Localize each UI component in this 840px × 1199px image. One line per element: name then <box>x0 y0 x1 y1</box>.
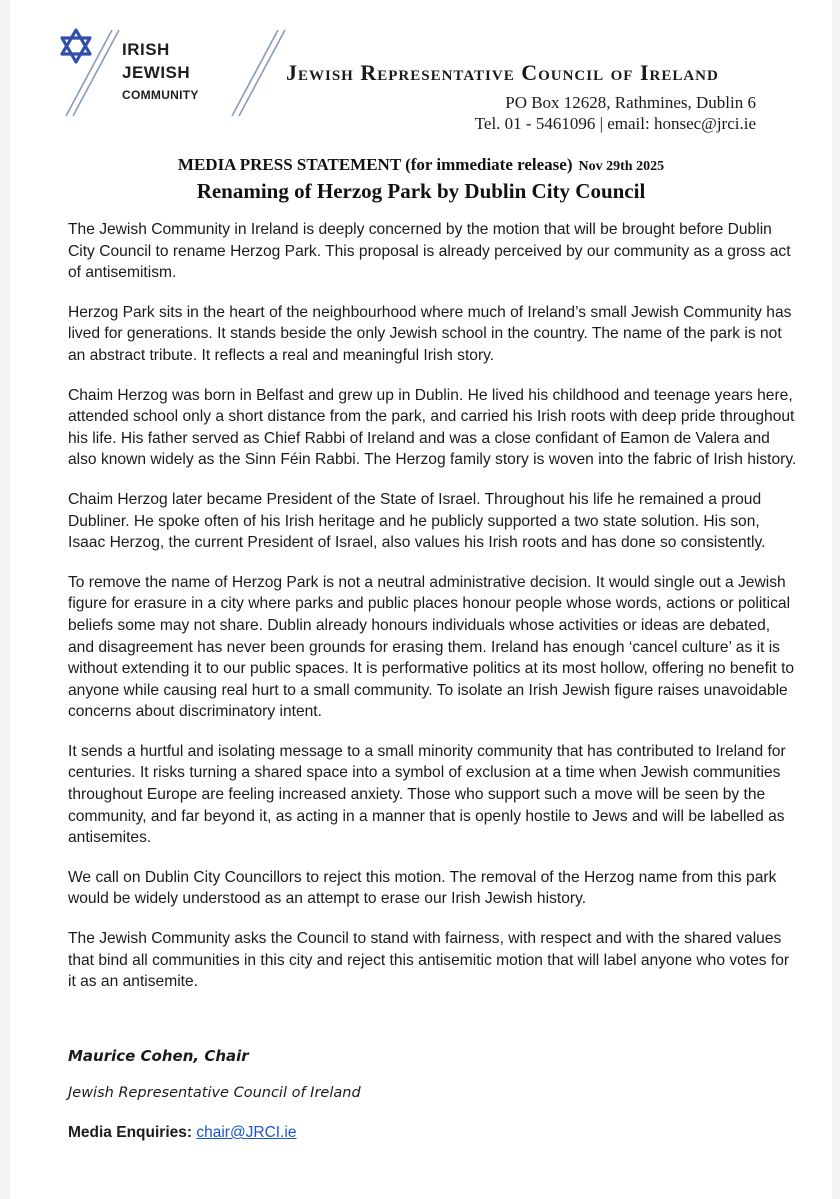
press-statement-page <box>10 0 832 1199</box>
paragraph-7: We call on Dublin City Councillors to reject this motion. The removal of the Herzog name from this park would be widely understood as an attempt to erase our Irish Jewish history. <box>68 868 777 908</box>
media-email-link[interactable]: chair@JRCI.ie <box>196 1124 297 1141</box>
paragraph-6: It sends a hurtful and isolating message to a small minority community that has contributed to Ireland for centuries. It risks turning a shared space into a symbol of exclusion at a time when Jewish communities throughout Europe are feeling increased anxiety. Those who support such a move will be seen by the community, and far beyond it, as acting in a manner that is openly hostile to Jews and will be labelled as antisemites. <box>68 742 786 847</box>
paragraph-1: The Jewish Community in Ireland is deeply concerned by the motion that will be brought before Dublin City Council to rename Herzog Park. This proposal is already perceived by our community as a gross act of antisemitism. <box>68 221 791 282</box>
paragraph-5: To remove the name of Herzog Park is not a neutral administrative decision. It would single out a Jewish figure for erasure in a city where parks and public places honour people whose words, actions or political beliefs some may not share. Dublin already honours individuals whose activities or ideas are debated, and disagreement has never been grounds for erasing them. Ireland has enough ‘cancel culture’ as it is without extending it to our public spaces. It is performative politics at its most hollow, offering no benefit to anyone while causing real hurt to a small community. To isolate an Irish Jewish figure raises unavoidable concerns about discriminatory intent. <box>68 573 795 721</box>
paragraph-8: The Jewish Community asks the Council to stand with fairness, with respect and with the shared values that bind all communities in this city and reject this antisemitic motion that will label anyone who votes for it as an antisemite. <box>68 930 790 991</box>
logo-line-community: COMMUNITY <box>122 88 199 102</box>
logo-line-irish: IRISH <box>122 40 170 59</box>
statement-type: MEDIA PRESS STATEMENT (for immediate release) <box>177 155 573 174</box>
media-enquiries-label: Media Enquiries: <box>68 1124 193 1141</box>
organization-header <box>286 60 756 134</box>
signatory-name: Maurice Cohen, Chair <box>68 1047 249 1065</box>
paragraph-3: Chaim Herzog was born in Belfast and grew up in Dublin. He lived his childhood and teenage years here, attended school only a short distance from the park, and carried his Irish roots with deep pride throughout his life. His father served as Chief Rabbi of Ireland and was a close confidant of Eamon de Valera and also known widely as the Sinn Féin Rabbi. The Herzog family story is woven into the fabric of Irish history. <box>68 386 797 469</box>
organization-address: PO Box 12628, Rathmines, Dublin 6 <box>505 93 756 112</box>
statement-body <box>68 219 798 1011</box>
paragraph-2: Herzog Park sits in the heart of the neighbourhood where much of Ireland’s small Jewish Community has lived for generations. It stands beside the only Jewish school in the country. The name of the park is not an abstract tribute. It reflects a real and meaningful Irish story. <box>68 303 792 364</box>
organization-contact: Tel. 01 - 5461096 | email: honsec@jrci.ie <box>474 114 756 133</box>
paragraph-4: Chaim Herzog later became President of the State of Israel. Throughout his life he remained a proud Dubliner. He spoke often of his Irish heritage and he publicly supported a two state solution. His son, Isaac Herzog, the current President of Israel, also values his Irish roots and has done so consistently. <box>68 490 766 552</box>
star-of-david-icon <box>60 28 92 64</box>
statement-heading <box>10 155 832 204</box>
media-enquiries <box>68 1124 297 1142</box>
signatory-organization: Jewish Representative Council of Ireland <box>68 1085 361 1101</box>
signature-block <box>68 1047 768 1101</box>
organization-name: Jewish Representative Council of Ireland <box>286 60 719 85</box>
statement-title: Renaming of Herzog Park by Dublin City Council <box>196 179 646 203</box>
irish-jewish-community-logo <box>60 28 290 128</box>
statement-date: Nov 29th 2025 <box>578 159 665 174</box>
logo-line-jewish: JEWISH <box>122 63 191 82</box>
